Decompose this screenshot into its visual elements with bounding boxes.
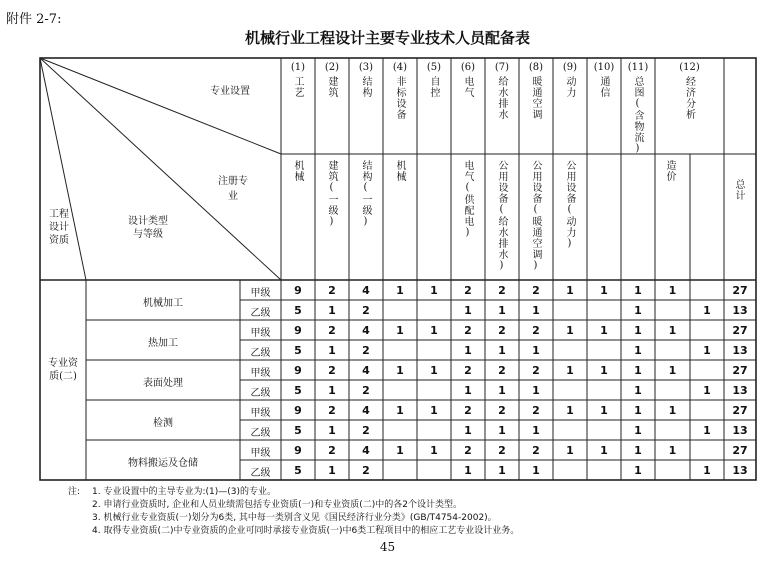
table-cell: 1 [634, 284, 642, 297]
column-specialty: 建筑 [326, 76, 337, 98]
column-registered: 电气(供配电) [462, 160, 473, 239]
table-cell: 5 [294, 344, 302, 357]
table-cell: 2 [362, 384, 370, 397]
column-registered: 公用设备(动力) [564, 160, 575, 250]
table-cell: 1 [396, 284, 404, 297]
diagonal-line [40, 58, 281, 154]
table-cell: 9 [294, 404, 302, 417]
table-cell: 1 [396, 324, 404, 337]
table-cell: 2 [328, 284, 336, 297]
table-cell: 1 [566, 444, 574, 457]
column-registered: 公用设备(暖通空调) [530, 160, 541, 272]
table-cell: 1 [668, 444, 677, 457]
total-cell: 13 [732, 464, 748, 477]
table-cell: 2 [532, 404, 540, 417]
table-cell: 1 [430, 364, 438, 377]
total-cell: 13 [732, 384, 748, 397]
note-3: 3. 机械行业专业资质(一)划分为6类, 其中每一类别含义见《国民经济行业分类》(GB/T4754-2002)。 [92, 513, 497, 523]
qualification-name: 专业资质(二) [48, 358, 78, 382]
table-cell: 1 [498, 464, 506, 477]
table-cell: 2 [498, 444, 506, 457]
column-specialty: 非标设备 [394, 76, 405, 120]
table-cell: 1 [703, 384, 711, 397]
column-number: (4) [392, 62, 408, 73]
table-cell: 1 [703, 344, 711, 357]
registered-specialty-label: 注册专业 [218, 176, 248, 202]
table-cell: 1 [634, 364, 642, 377]
grade-label: 乙级 [250, 308, 271, 319]
table-cell: 1 [668, 324, 677, 337]
column-specialty: 通信 [598, 76, 609, 98]
column-specialty: 动力 [564, 76, 575, 98]
design-type-name: 物料搬运及仓储 [128, 458, 198, 469]
column-registered: 公用设备(给水排水) [496, 160, 507, 272]
column-number: (12) [679, 62, 700, 73]
column-specialty: 自控 [428, 76, 439, 98]
table-cell: 4 [362, 444, 370, 457]
table-cell: 1 [634, 324, 642, 337]
table-cell: 5 [294, 384, 302, 397]
table-cell: 2 [532, 324, 540, 337]
specialty-setup-label: 专业设置 [210, 86, 250, 97]
table-cell: 4 [362, 324, 370, 337]
grade-label: 甲级 [250, 288, 271, 299]
table-cell: 2 [464, 324, 472, 337]
table-cell: 1 [532, 344, 540, 357]
table-cell: 9 [294, 284, 302, 297]
table-cell: 1 [464, 464, 472, 477]
column-number: (7) [494, 62, 510, 73]
column-number: (2) [324, 62, 340, 73]
column-specialty: 给水排水 [496, 76, 507, 120]
table-cell: 1 [600, 284, 608, 297]
note-1: 1. 专业设置中的主导专业为:(1)—(3)的专业。 [92, 487, 276, 497]
page-number: 45 [379, 540, 396, 554]
table-cell: 2 [464, 444, 472, 457]
notes-prefix: 注: [68, 487, 81, 497]
column-number: (5) [426, 62, 442, 73]
table-cell: 1 [396, 444, 404, 457]
table-cell: 1 [634, 384, 642, 397]
table-cell: 1 [703, 304, 711, 317]
table-cell: 1 [532, 464, 540, 477]
table-cell: 5 [294, 304, 302, 317]
note-2: 2. 申请行业资质时, 企业和人员业绩需包括专业资质(一)和专业资质(二)中的各2个设计类型。 [92, 500, 462, 510]
column-specialty: 电气 [462, 76, 473, 98]
table-cell: 2 [362, 424, 370, 437]
total-cell: 13 [732, 424, 748, 437]
table-cell: 1 [430, 404, 438, 417]
table-cell: 2 [532, 444, 540, 457]
table-cell: 1 [634, 444, 642, 457]
table-cell: 1 [600, 404, 608, 417]
column-number: (1) [290, 62, 306, 73]
grade-label: 乙级 [250, 388, 271, 399]
table-cell: 1 [668, 284, 677, 297]
table-cell: 1 [498, 424, 506, 437]
design-type-name: 热加工 [148, 338, 178, 349]
table-cell: 1 [703, 464, 711, 477]
design-type-name: 机械加工 [143, 298, 183, 309]
table-cell: 1 [600, 324, 608, 337]
table-cell: 1 [396, 404, 404, 417]
table-cell: 1 [328, 464, 336, 477]
attachment-label: 附件 2-7: [6, 12, 62, 27]
table-cell: 1 [328, 344, 336, 357]
table-cell: 1 [668, 404, 677, 417]
column-number: (10) [593, 62, 615, 73]
column-number: (9) [562, 62, 578, 73]
table-cell: 5 [294, 424, 302, 437]
column-specialty: 暖通空调 [530, 76, 541, 120]
table-cell: 5 [294, 464, 302, 477]
table-cell: 2 [498, 284, 506, 297]
table-cell: 1 [464, 304, 472, 317]
table-cell: 1 [464, 384, 472, 397]
table-cell: 1 [532, 384, 540, 397]
table-cell: 1 [464, 424, 472, 437]
grade-label: 乙级 [250, 428, 271, 439]
table-cell: 9 [294, 324, 302, 337]
table-cell: 1 [532, 424, 540, 437]
table-cell: 1 [430, 284, 438, 297]
column-number: (6) [460, 62, 476, 73]
table-cell: 1 [498, 344, 506, 357]
table-cell: 1 [703, 424, 711, 437]
table-cell: 2 [328, 324, 336, 337]
table-cell: 1 [634, 424, 642, 437]
total-cell: 27 [732, 324, 748, 337]
table-cell: 2 [464, 364, 472, 377]
column-specialty: 总图(含物流) [632, 76, 643, 155]
table-cell: 1 [600, 364, 608, 377]
table-cell: 1 [634, 344, 642, 357]
table-cell: 2 [362, 304, 370, 317]
grade-label: 甲级 [250, 368, 271, 379]
qualification-label: 工程设计资质 [49, 209, 69, 246]
column-registered: 结构(一级) [360, 160, 371, 228]
table-cell: 2 [532, 284, 540, 297]
table-cell: 1 [396, 364, 404, 377]
table-cell: 1 [634, 404, 642, 417]
table-cell: 1 [498, 384, 506, 397]
total-cell: 13 [732, 344, 748, 357]
column-specialty: 结构 [360, 76, 371, 98]
table-cell: 1 [566, 284, 574, 297]
table-cell: 1 [566, 364, 574, 377]
column-registered: 造价 [664, 160, 675, 182]
design-type-name: 检测 [153, 418, 173, 429]
column-registered: 机械 [292, 160, 303, 182]
table-cell: 1 [668, 364, 677, 377]
table-cell: 2 [362, 464, 370, 477]
table-cell: 2 [498, 324, 506, 337]
design-type-name: 表面处理 [143, 378, 183, 389]
table-cell: 2 [328, 444, 336, 457]
total-cell: 13 [732, 304, 748, 317]
grade-label: 甲级 [250, 448, 271, 459]
table-cell: 2 [362, 344, 370, 357]
design-type-label: 设计类型与等级 [128, 216, 168, 240]
table-cell: 1 [600, 444, 608, 457]
total-header: 总计 [733, 179, 744, 201]
table-cell: 2 [464, 404, 472, 417]
column-registered: 机械 [394, 160, 405, 182]
table-cell: 1 [430, 324, 438, 337]
total-cell: 27 [732, 444, 748, 457]
note-4: 4. 取得专业资质(二)中专业资质的企业可同时承接专业资质(一)中6类工程项目中的相应工艺专业设计业务。 [92, 526, 520, 536]
table-cell: 4 [362, 284, 370, 297]
table-cell: 1 [328, 424, 336, 437]
table-cell: 4 [362, 364, 370, 377]
column-specialty: 经济分析 [683, 76, 695, 120]
table-cell: 2 [532, 364, 540, 377]
total-cell: 27 [732, 404, 748, 417]
grade-label: 甲级 [250, 328, 271, 339]
table-cell: 1 [498, 304, 506, 317]
table-cell: 1 [566, 324, 574, 337]
table-cell: 1 [430, 444, 438, 457]
table-title: 机械行业工程设计主要专业技术人员配备表 [244, 29, 530, 47]
table-cell: 1 [532, 304, 540, 317]
table-cell: 1 [634, 464, 642, 477]
table-cell: 2 [498, 364, 506, 377]
table-cell: 9 [294, 444, 302, 457]
table-cell: 2 [328, 404, 336, 417]
column-specialty: 工艺 [292, 76, 303, 98]
grade-label: 甲级 [250, 408, 271, 419]
table-cell: 1 [634, 304, 642, 317]
column-number: (8) [528, 62, 544, 73]
table-cell: 1 [328, 384, 336, 397]
grade-label: 乙级 [250, 468, 271, 479]
table-cell: 2 [498, 404, 506, 417]
table-cell: 9 [294, 364, 302, 377]
column-registered: 建筑(一级) [326, 160, 337, 228]
column-number: (11) [627, 62, 649, 73]
table-cell: 1 [328, 304, 336, 317]
total-cell: 27 [732, 284, 748, 297]
table-cell: 2 [328, 364, 336, 377]
table-cell: 2 [464, 284, 472, 297]
column-number: (3) [358, 62, 374, 73]
table-cell: 1 [464, 344, 472, 357]
table-cell: 4 [362, 404, 370, 417]
table-cell: 1 [566, 404, 574, 417]
total-cell: 27 [732, 364, 748, 377]
grade-label: 乙级 [250, 348, 271, 359]
